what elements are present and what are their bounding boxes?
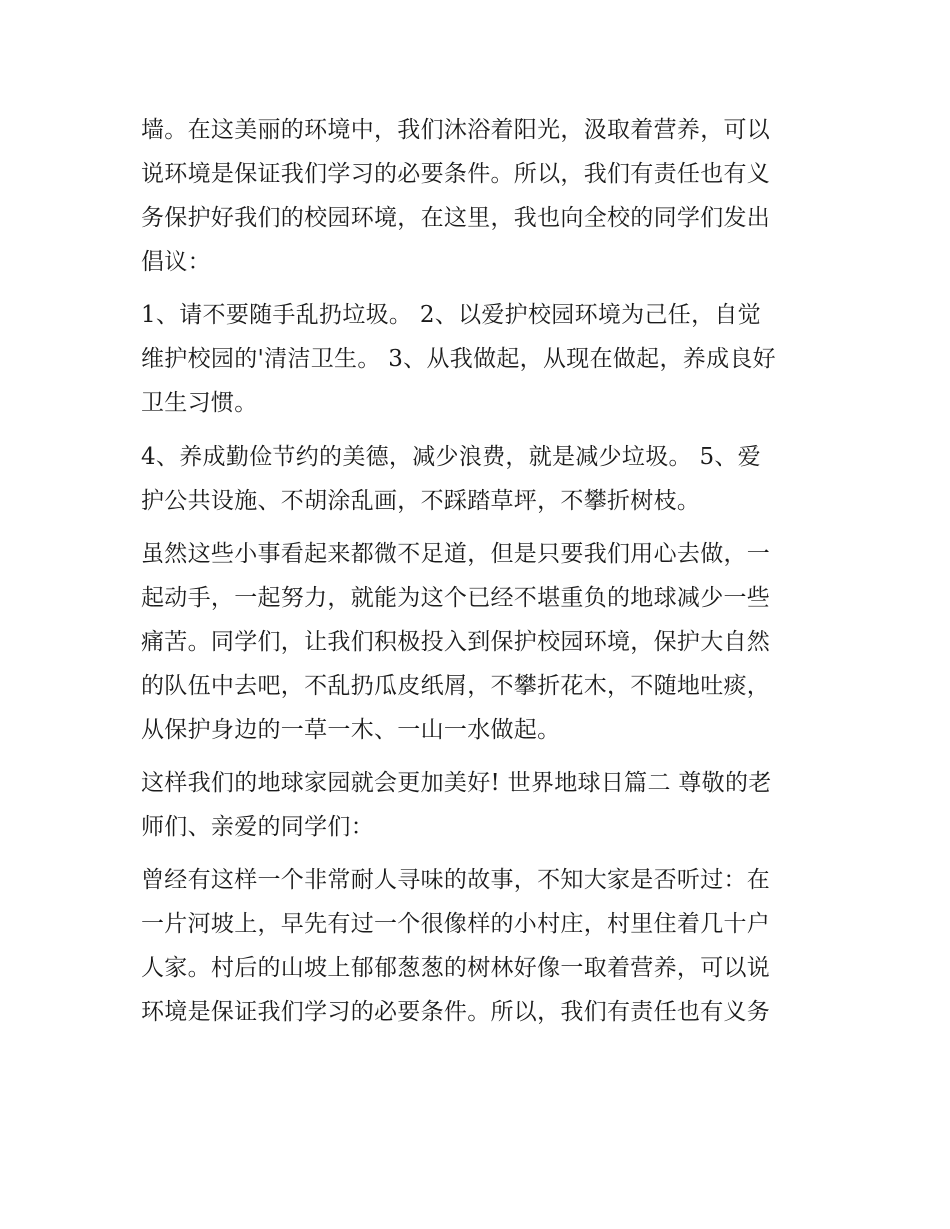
text-line: 倡议： xyxy=(141,249,211,275)
text-line: 卫生习惯。 xyxy=(141,390,258,417)
text-line: 的队伍中去吧，不乱扔瓜皮纸屑，不攀折花木，不随地吐痰， xyxy=(141,672,771,699)
document-body xyxy=(141,108,813,1034)
text-line: 从保护身边的一草一木、一山一水做起。 xyxy=(141,716,561,743)
text-line: 这样我们的地球家园就会更加美好! 世界地球日篇二 尊敬的老 xyxy=(141,770,772,797)
text-line: 痛苦。同学们，让我们积极投入到保护校园环境，保护大自然 xyxy=(141,628,771,655)
text-line: 曾经有这样一个非常耐人寻味的故事，不知大家是否听过：在 xyxy=(141,867,771,894)
text-line: 维护校园的'清洁卫生。 3、从我做起，从现在做起，养成良好 xyxy=(141,346,776,373)
text-line: 墙。在这美丽的环境中，我们沐浴着阳光，汲取着营养，可以 xyxy=(141,117,771,143)
text-line: 人家。村后的山坡上郁郁葱葱的树林好像一取着营养，可以说 xyxy=(141,955,771,982)
text-line: 虽然这些小事看起来都微不足道，但是只要我们用心去做，一 xyxy=(141,540,771,567)
text-line: 1、请不要随手乱扔垃圾。 2、以爱护校园环境为己任，自觉 xyxy=(141,302,761,329)
text-line: 说环境是保证我们学习的必要条件。所以，我们有责任也有义 xyxy=(141,161,771,187)
text-line: 一片河坡上，早先有过一个很像样的小村庄，村里住着几十户 xyxy=(141,911,771,938)
text-line: 环境是保证我们学习的必要条件。所以，我们有责任也有义务 xyxy=(141,999,771,1026)
text-line: 务保护好我们的校园环境，在这里，我也向全校的同学们发出 xyxy=(141,205,771,231)
text-line: 起动手，一起努力，就能为这个已经不堪重负的地球减少一些 xyxy=(141,584,771,611)
text-line: 师们、亲爱的同学们： xyxy=(141,814,374,841)
text-line: 4、养成勤俭节约的美德，减少浪费，就是减少垃圾。 5、爱 xyxy=(141,443,761,470)
text-line: 护公共设施、不胡涂乱画，不踩踏草坪，不攀折树枝。 xyxy=(141,487,701,514)
